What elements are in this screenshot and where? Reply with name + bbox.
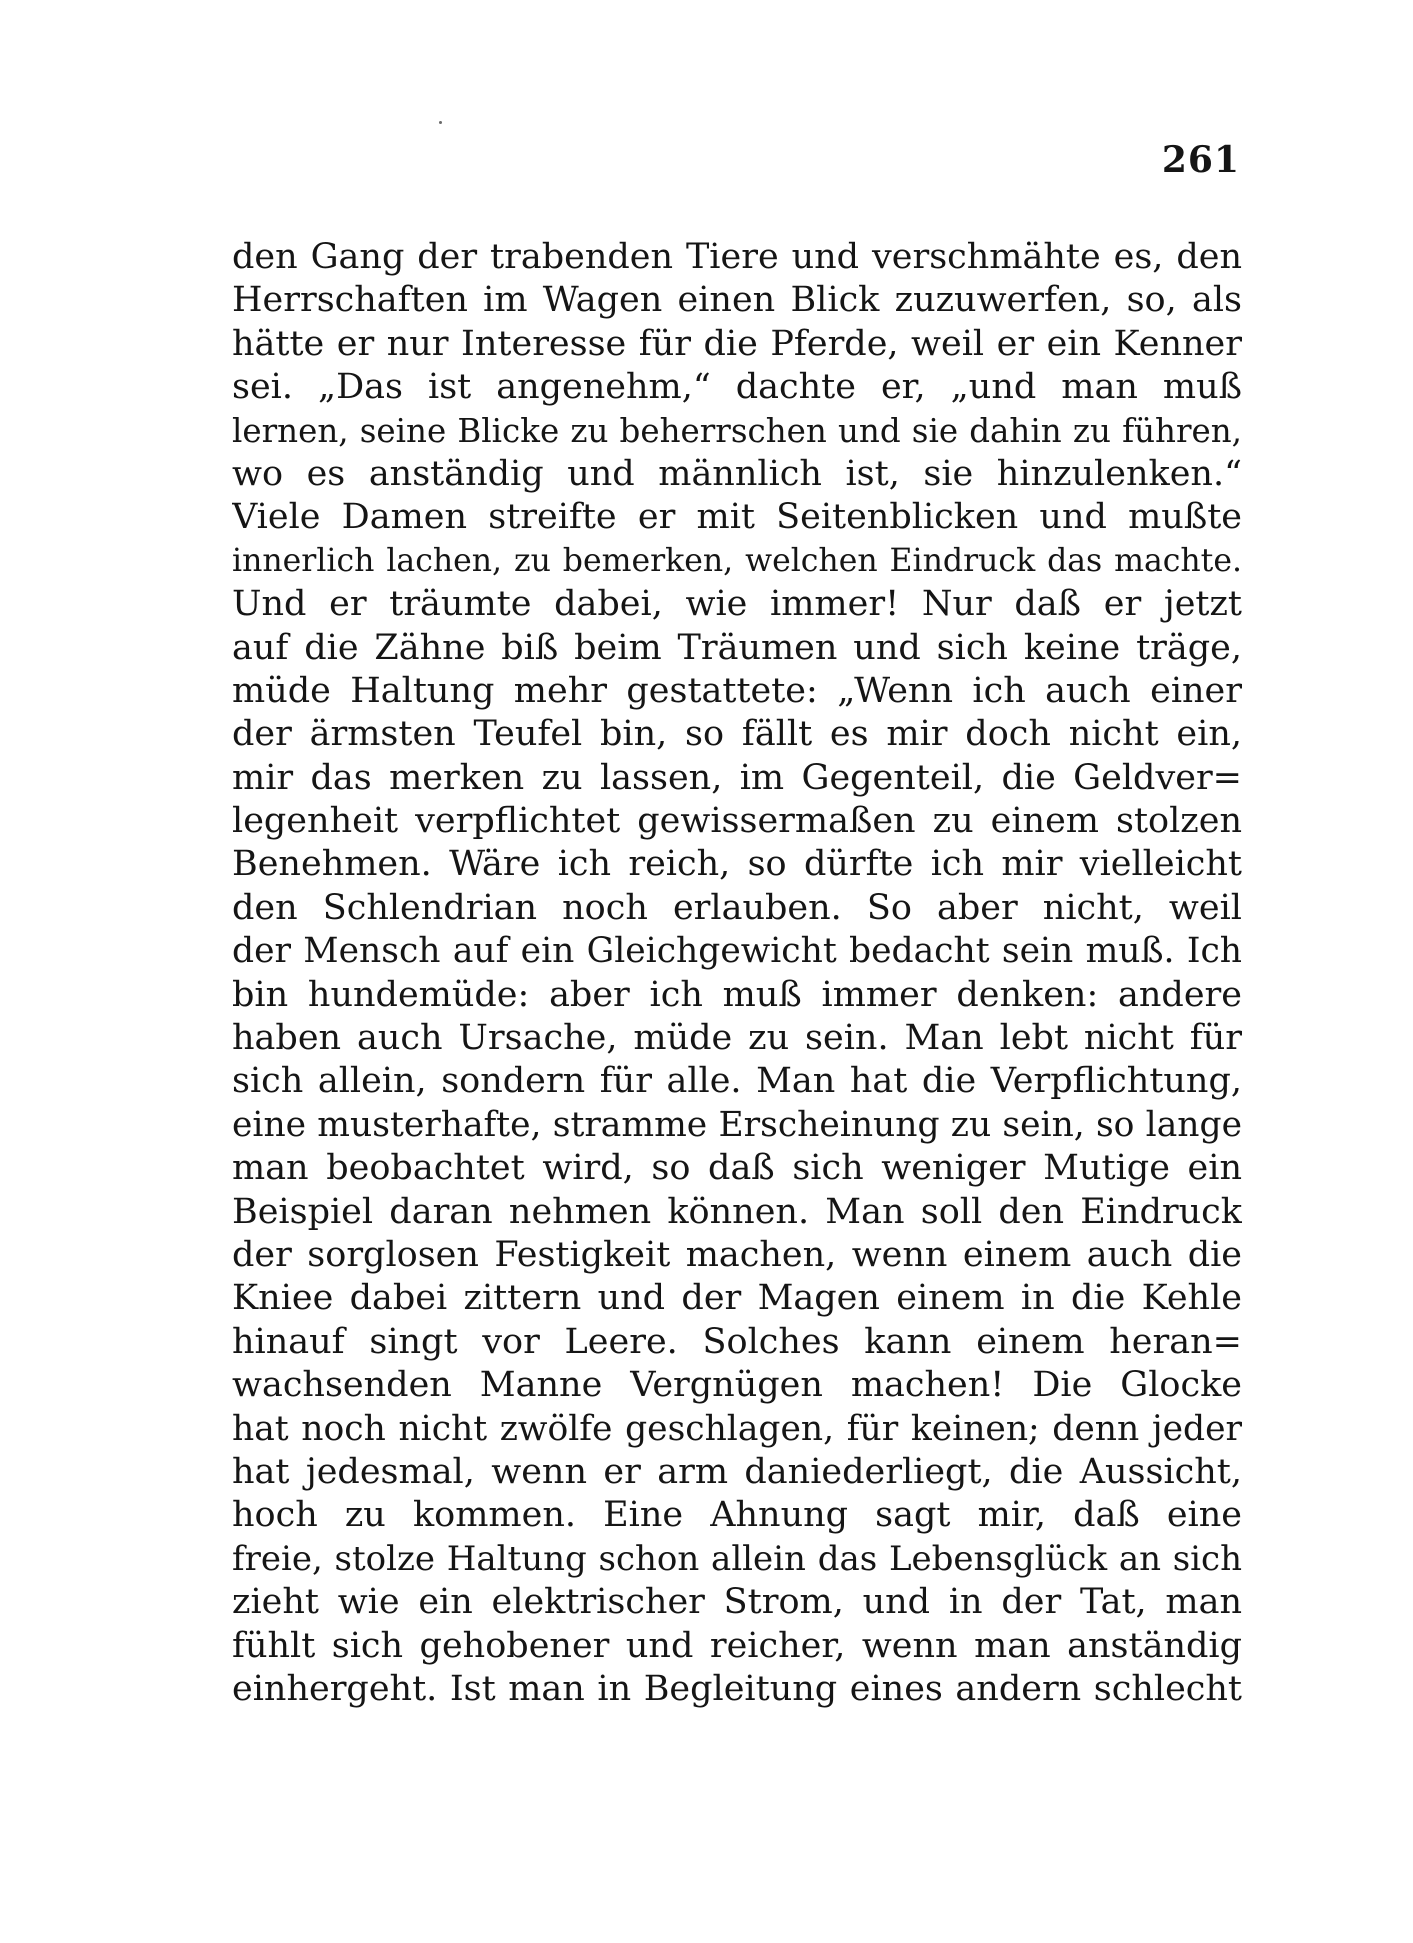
text-line: innerlich lachen, zu bemerken, welchen Eindruck das machte. xyxy=(232,542,1242,579)
text-line: eine musterhafte, stramme Erscheinung zu sein, so lange xyxy=(232,1104,1242,1145)
text-line: der sorglosen Festigkeit machen, wenn einem auch die xyxy=(232,1234,1242,1275)
text-line: einhergeht. Ist man in Begleitung eines andern schlecht xyxy=(232,1668,1242,1709)
text-line: mir das merken zu lassen, im Gegenteil, die Geldver= xyxy=(232,757,1242,798)
text-line: der Mensch auf ein Gleichgewicht bedacht sein muß. Ich xyxy=(232,931,1242,972)
text-line: lernen, seine Blicke zu beherrschen und sie dahin zu führen, xyxy=(232,411,1242,450)
text-line: den Gang der trabenden Tiere und verschmähte es, den xyxy=(232,237,1242,277)
text-line: Und er träumte dabei, wie immer! Nur daß er jetzt xyxy=(232,584,1242,625)
text-line: legenheit verpflichtet gewissermaßen zu einem stolzen xyxy=(232,801,1242,842)
text-line: freie, stolze Haltung schon allein das Lebensglück an sich xyxy=(232,1538,1242,1579)
text-line: Viele Damen streifte er mit Seitenblicken und mußte xyxy=(232,497,1242,538)
text-line: fühlt sich gehobener und reicher, wenn man anständig xyxy=(232,1625,1242,1666)
text-line: man beobachtet wird, so daß sich weniger Mutige ein xyxy=(232,1148,1242,1189)
text-line: Herrschaften im Wagen einen Blick zuzuwerfen, so, als xyxy=(232,280,1242,321)
body-text xyxy=(232,236,1242,1711)
text-line: sich allein, sondern für alle. Man hat die Verpflichtung, xyxy=(232,1061,1242,1102)
text-line: hinauf singt vor Leere. Solches kann einem heran= xyxy=(232,1321,1242,1362)
text-line: Kniee dabei zittern und der Magen einem in die Kehle xyxy=(232,1278,1242,1319)
text-line: müde Haltung mehr gestattete: „Wenn ich auch einer xyxy=(232,670,1242,711)
ink-speck xyxy=(439,121,442,124)
text-line: wachsenden Manne Vergnügen machen! Die Glocke xyxy=(232,1365,1242,1406)
text-line: Benehmen. Wäre ich reich, so dürfte ich mir vielleicht xyxy=(232,844,1242,885)
text-line: hätte er nur Interesse für die Pferde, weil er ein Kenner xyxy=(232,323,1242,364)
text-line: auf die Zähne biß beim Träumen und sich keine träge, xyxy=(232,627,1242,668)
text-line: bin hundemüde: aber ich muß immer denken: andere xyxy=(232,974,1242,1015)
text-line: Beispiel daran nehmen können. Man soll den Eindruck xyxy=(232,1191,1242,1232)
text-line: den Schlendrian noch erlauben. So aber nicht, weil xyxy=(232,887,1242,928)
text-line: haben auch Ursache, müde zu sein. Man lebt nicht für xyxy=(232,1018,1242,1059)
text-line: hat noch nicht zwölfe geschlagen, für keinen; denn jeder xyxy=(232,1408,1242,1449)
text-line: der ärmsten Teufel bin, so fällt es mir doch nicht ein, xyxy=(232,714,1242,755)
page-number: 261 xyxy=(1161,139,1240,181)
text-line: hat jedesmal, wenn er arm daniederliegt, die Aussicht, xyxy=(232,1451,1242,1492)
text-line: zieht wie ein elektrischer Strom, und in der Tat, man xyxy=(232,1582,1242,1623)
text-line: hoch zu kommen. Eine Ahnung sagt mir, daß eine xyxy=(232,1495,1242,1536)
text-line: sei. „Das ist angenehm,“ dachte er, „und man muß xyxy=(232,367,1242,408)
text-line: wo es anständig und männlich ist, sie hinzulenken.“ xyxy=(232,453,1242,494)
